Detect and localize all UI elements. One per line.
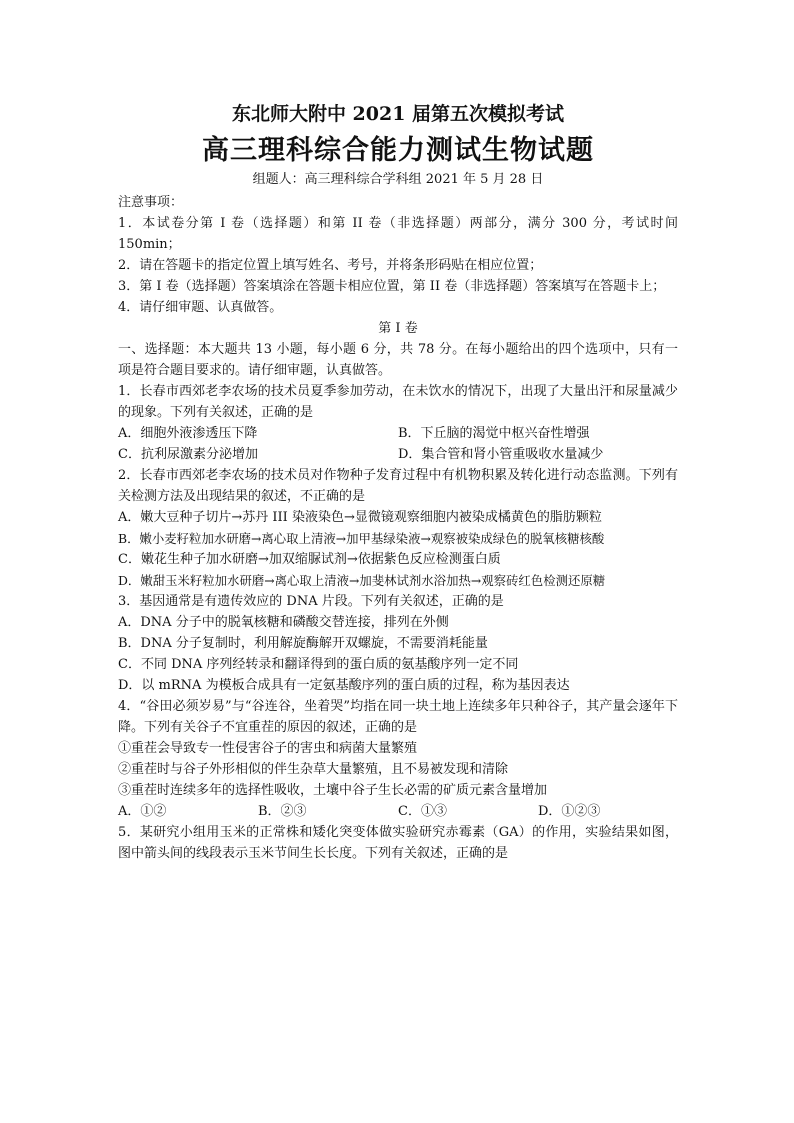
question-2-option-a: A．嫩大豆种子切片→苏丹 III 染液染色→显微镜观察细胞内被染成橘黄色的脂肪颗粒: [118, 510, 602, 525]
section-intro: 一、选择题：本大题共 13 小题，每小题 6 分，共 78 分。在每小题给出的四个选项中，只有一项是符合题目要求的。请仔细审题，认真做答。: [118, 342, 678, 378]
question-3-option-b: B．DNA 分子复制时，利用解旋酶解开双螺旋，不需要消耗能量: [118, 636, 488, 651]
question-1-option-a: A．细胞外液渗透压下降: [118, 426, 258, 441]
notice-item-3: 3．第 I 卷（选择题）答案填涂在答题卡相应位置，第 II 卷（非选择题）答案填写在答题卡上；: [118, 279, 666, 294]
exam-page: [118, 100, 678, 864]
notice-item-2: 2．请在答题卡的指定位置上填写姓名、考号，并将条形码贴在相应位置；: [118, 258, 543, 273]
exam-title: 东北师大附中 2021 届第五次模拟考试: [231, 103, 565, 125]
compiler-line: 组题人：高三理科综合学科组 2021 年 5 月 28 日: [252, 172, 544, 187]
question-1-option-d: D．集合管和肾小管重吸收水量减少: [398, 447, 604, 462]
question-3-option-a: A．DNA 分子中的脱氧核糖和磷酸交替连接，排列在外侧: [118, 615, 449, 630]
paper-title: 高三理科综合能力测试生物试题: [202, 135, 594, 166]
question-4-option-d: D．①②③: [538, 804, 601, 819]
question-4-option-b: B．②③: [258, 804, 307, 819]
question-3-stem: 3．基因通常是有遗传效应的 DNA 片段。下列有关叙述，正确的是: [118, 594, 504, 609]
question-4-stem: 4．“谷田必须岁易”与“谷连谷，坐着哭”均指在同一块土地上连续多年只种谷子，其产量会逐年下降。下列有关谷子不宜重茬的原因的叙述，正确的是: [118, 699, 678, 735]
question-3-option-c: C．不同 DNA 序列经转录和翻译得到的蛋白质的氨基酸序列一定不同: [118, 657, 519, 672]
question-1-option-c: C．抗利尿激素分泌增加: [118, 447, 258, 462]
question-1-option-b: B．下丘脑的渴觉中枢兴奋性增强: [398, 426, 590, 441]
question-3-option-d: D．以 mRNA 为模板合成具有一定氨基酸序列的蛋白质的过程，称为基因表达: [118, 678, 570, 693]
question-2-option-c: C．嫩花生种子加水研磨→加双缩脲试剂→依据紫色反应检测蛋白质: [118, 552, 501, 567]
question-4-statement-2: ②重茬时与谷子外形相似的伴生杂草大量繁殖，且不易被发现和清除: [118, 762, 509, 777]
question-4-option-a: A．①②: [118, 804, 167, 819]
section-title: 第 I 卷: [378, 321, 418, 336]
question-5-stem: 5．某研究小组用玉米的正常株和矮化突变体做实验研究赤霉素（GA）的作用，实验结果如图，图中箭头间的线段表示玉米节间生长长度。下列有关叙述，正确的是: [118, 825, 678, 861]
notice-item-1: 1．本试卷分第 I 卷（选择题）和第 II 卷（非选择题）两部分，满分 300 分，考试时间 150min；: [118, 216, 678, 252]
question-2-option-b: B．嫩小麦籽粒加水研磨→离心取上清液→加甲基绿染液→观察被染成绿色的脱氧核糖核酸: [118, 531, 605, 546]
question-1-stem: 1．长春市西郊老李农场的技术员夏季参加劳动，在未饮水的情况下，出现了大量出汗和尿量减少的现象。下列有关叙述，正确的是: [118, 384, 678, 420]
question-4-options: [118, 801, 678, 822]
question-4-statement-1: ①重茬会导致专一性侵害谷子的害虫和病菌大量繁殖: [118, 741, 418, 756]
question-2-option-d: D．嫩甜玉米籽粒加水研磨→离心取上清液→加斐林试剂水浴加热→观察砖红色检测还原糖: [118, 573, 606, 588]
notice-item-4: 4．请仔细审题、认真做答。: [118, 300, 283, 315]
question-1-options-row-2: [118, 444, 678, 465]
question-4-statement-3: ③重茬时连续多年的选择性吸收，土壤中谷子生长必需的矿质元素含量增加: [118, 783, 548, 798]
question-2-stem: 2．长春市西郊老李农场的技术员对作物种子发育过程中有机物积累及转化进行动态监测。下列有关检测方法及出现结果的叙述，不正确的是: [118, 468, 678, 504]
question-1-options-row-1: [118, 423, 678, 444]
question-4-option-c: C．①③: [398, 804, 447, 819]
notice-label: 注意事项：: [118, 195, 184, 210]
